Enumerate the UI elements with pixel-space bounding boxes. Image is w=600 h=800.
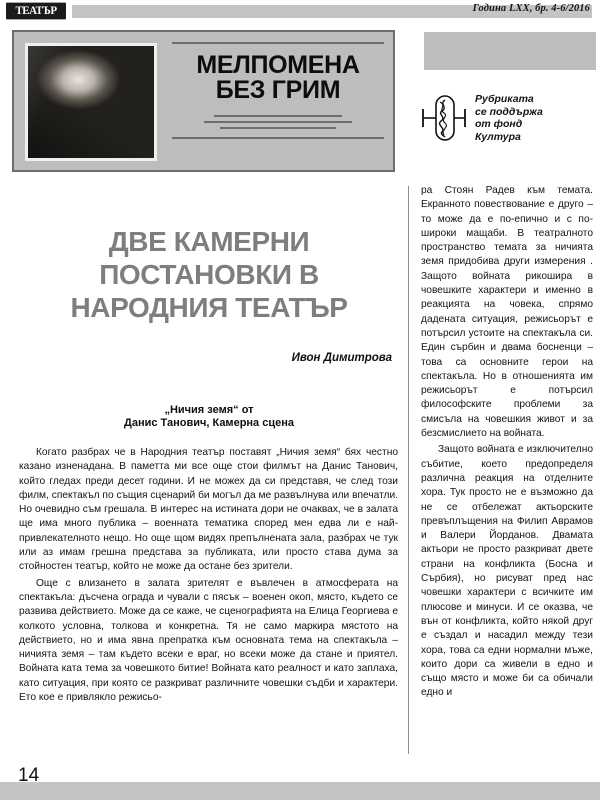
author-byline: Ивон Димитрова [291,352,392,364]
sidebar-gray-placeholder [424,32,596,70]
page-title [20,225,398,324]
credit-line-4: Култура [475,130,521,143]
banner-rule-1 [214,115,342,117]
body-column-right [421,184,593,701]
banner-rule-group [170,115,386,139]
credit-line-2: се поддържа [475,105,543,118]
section-banner [12,30,395,172]
natsionalen-fond-kultura-logo-icon [420,92,468,144]
credit-line-1: Рубриката [475,93,534,105]
journal-masthead-logo-icon: ТЕАТЪР [6,3,66,20]
article-title-line2: ПОСТАНОВКИ В [99,259,319,290]
banner-rule-2 [204,121,352,123]
credit-line-3: от фонд [475,118,523,130]
banner-rule-3 [220,127,336,129]
article-title-line1: ДВЕ КАМЕРНИ [108,226,310,257]
paragraph: Защото войната е изключително събитие, което предопределя различна реакция на отделните хора. Тук просто не е възможно да не се отбележат актьорските превъплъщения на Филип Аврамов и Валери Йорданов. Двамата актьори не просто разкриват двете страни на конфликта (Босна и Сърбия), но рисуват пред нас човешки характери с всичките им плюсове и минуси. И се оказва, че вън от конфликта, който някой друг е създал и насадил между тези хора, това са едни нормални мъже, които дори са живели в едно и също място и може би са обичали едно и [421,444,593,699]
banner-rule-top [172,42,384,44]
theatre-mask-face-photo-icon [25,43,157,161]
banner-title-line2: БЕЗ ГРИМ [215,76,341,104]
page-number: 14 [18,765,40,786]
subtitle-line-2: Данис Танович, Камерна сцена [123,417,294,429]
paragraph: Още с влизането в залата зрителят е въвлечен в атмосферата на спектакъла: дъсчена ограда и чували с пясък – военен окоп, място, където се развива действието. Може да се каже, че сценографията на Елица Георгиева е колкото условна, толкова и конкретна. Тя не само маркира мястото на действието, но и има явна препратка към основната тема на спектакъла – ничията земя – там където всеки е враг, но всеки може да стане и приятел. Войната ката тема за човешкото битие! Войната като реалност и като заплаха, като ситуация, при която се разкриват различните човешки съдби и характери. Ето кое е привлякло режисьо- [19,577,398,704]
masthead-bar [0,0,600,22]
sponsor-credit-text [475,93,543,143]
footer-bar [0,782,600,800]
article-subtitle [20,404,398,430]
sponsor-credit [420,92,598,144]
issue-line: Година LXX, бр. 4-6/2016 [472,3,590,14]
subtitle-line-1: „Ничия земя“ от [164,404,254,416]
banner-rule-4 [172,137,384,139]
banner-title-line1: МЕЛПОМЕНА [196,51,360,79]
article-title-line3: НАРОДНИЯ ТЕАТЪР [70,292,348,323]
column-divider [408,186,409,754]
paragraph: ра Стоян Радев към темата. Екранното повествование е друго – то може да е по-епично и с по-широки мащаби. В театралното пространство темата за ничията земя придобива други измерения . Защото войната рикошира в човешките характери и именно в реакцията на човека, спрямо дадената ситуация, режисьорът е потърсил устоите на спектакъла си. Един сърбин и двама босненци – това са основните герои на спектакъла. Но в отношенията им режисьорът е потърсил философските проблеми за смисъла на човешкия живот и за безсмислието на войната. [421,185,593,440]
paragraph: Когато разбрах че в Народния театър поставят „Ничия земя“ бях честно казано изненадана. В паметта ми все още стои филмът на Данис Танович, който гледах преди десет години. И не можех да си представя, че след този филм, спектакъл по същия сценарий би могъл да ме развълнува или впечатли. Но очевидно съм грешала. В интерес на истината дори не очаквах, че в залата ще има много публика – военната тематика според мен едва ли е най-привлекателното нещо. Но още щом видях препълнената зала, разбрах че тук или аз имам грешна представа за публиката, или просто става дума за стойностен театър, който не може да остане без зрители. [19,447,398,573]
body-column-left [19,446,398,705]
banner-title-block [170,42,386,139]
